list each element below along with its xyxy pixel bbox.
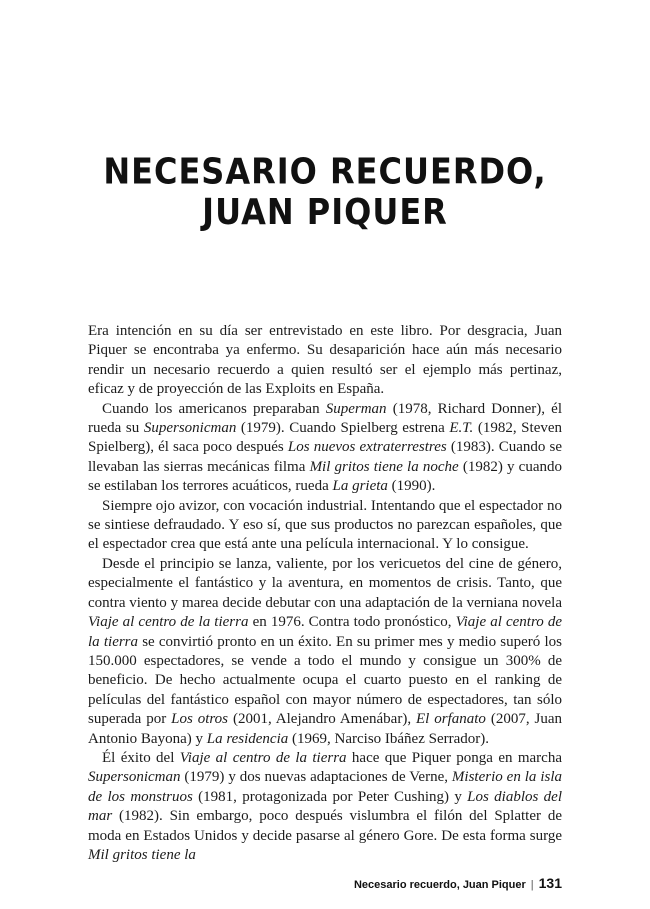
page-footer: [354, 875, 562, 891]
page-title-line-2: JUAN PIQUER: [202, 190, 448, 234]
paragraph: Él éxito del Viaje al centro de la tierra hace que Piquer ponga en marcha Supersonicman (1979) y dos nuevas adaptaciones de Verne, Misterio en la isla de los monstruos (1981, protagonizada por Peter Cushing) y Los diablos del mar (1982). Sin embargo, poco después vislumbra el filón del Splatter de moda en Estados Unidos y decide pasarse al género Gore. De esta forma surge Mil gritos tiene la: [88, 749, 563, 863]
page-title: [88, 151, 562, 232]
paragraph: Era intención en su día ser entrevistado en este libro. Por desgracia, Juan Piquer se encontraba ya enfermo. Su desaparición hace aún más necesario rendir un necesario recuerdo a quien resultó ser el ejemplo más pertinaz, eficaz y de proyección de las Exploits en España.: [88, 323, 562, 398]
paragraph: Desde el principio se lanza, valiente, por los vericuetos del cine de género, especialmente el fantástico y la aventura, en momentos de crisis. Tanto, que contra viento y marea decide debutar con una adaptación de la verniana novela Viaje al centro de la tierra en 1976. Contra todo pronóstico, Viaje al centro de la tierra se convirtió pronto en un éxito. En su primer mes y medio superó los 150.000 espectadores, se vende a todo el mundo y consigue un 300% de beneficio. De hecho actualmente ocupa el cuarto puesto en el ranking de películas del fantástico español con mayor número de espectadores, tan sólo superada por Los otros (2001, Alejandro Amenábar), El orfanato (2007, Juan Antonio Bayona) y La residencia (1969, Narciso Ibáñez Serrador).: [88, 555, 562, 747]
paragraph: Siempre ojo avizor, con vocación industrial. Intentando que el espectador no se sintiese defraudado. Y eso sí, que sus productos no parezcan españoles, que el espectador crea que está ante una película internacional. Y lo consigue.: [88, 497, 562, 553]
body-text: [88, 322, 562, 865]
paragraph: Cuando los americanos preparaban Superman (1978, Richard Donner), él rueda su Supersonicman (1979). Cuando Spielberg estrena E.T. (1982, Steven Spielberg), él saca poco después Los nuevos extraterrestres (1983). Cuando se llevaban las sierras mecánicas filma Mil gritos tiene la noche (1982) y cuando se estilaban los terrores acuáticos, rueda La grieta (1990).: [88, 400, 563, 495]
footer-page-number: 131: [538, 875, 562, 891]
footer-separator: |: [530, 879, 534, 891]
page-title-line-1: NECESARIO RECUERDO,: [103, 150, 547, 193]
footer-running-title: Necesario recuerdo, Juan Piquer: [353, 879, 526, 891]
